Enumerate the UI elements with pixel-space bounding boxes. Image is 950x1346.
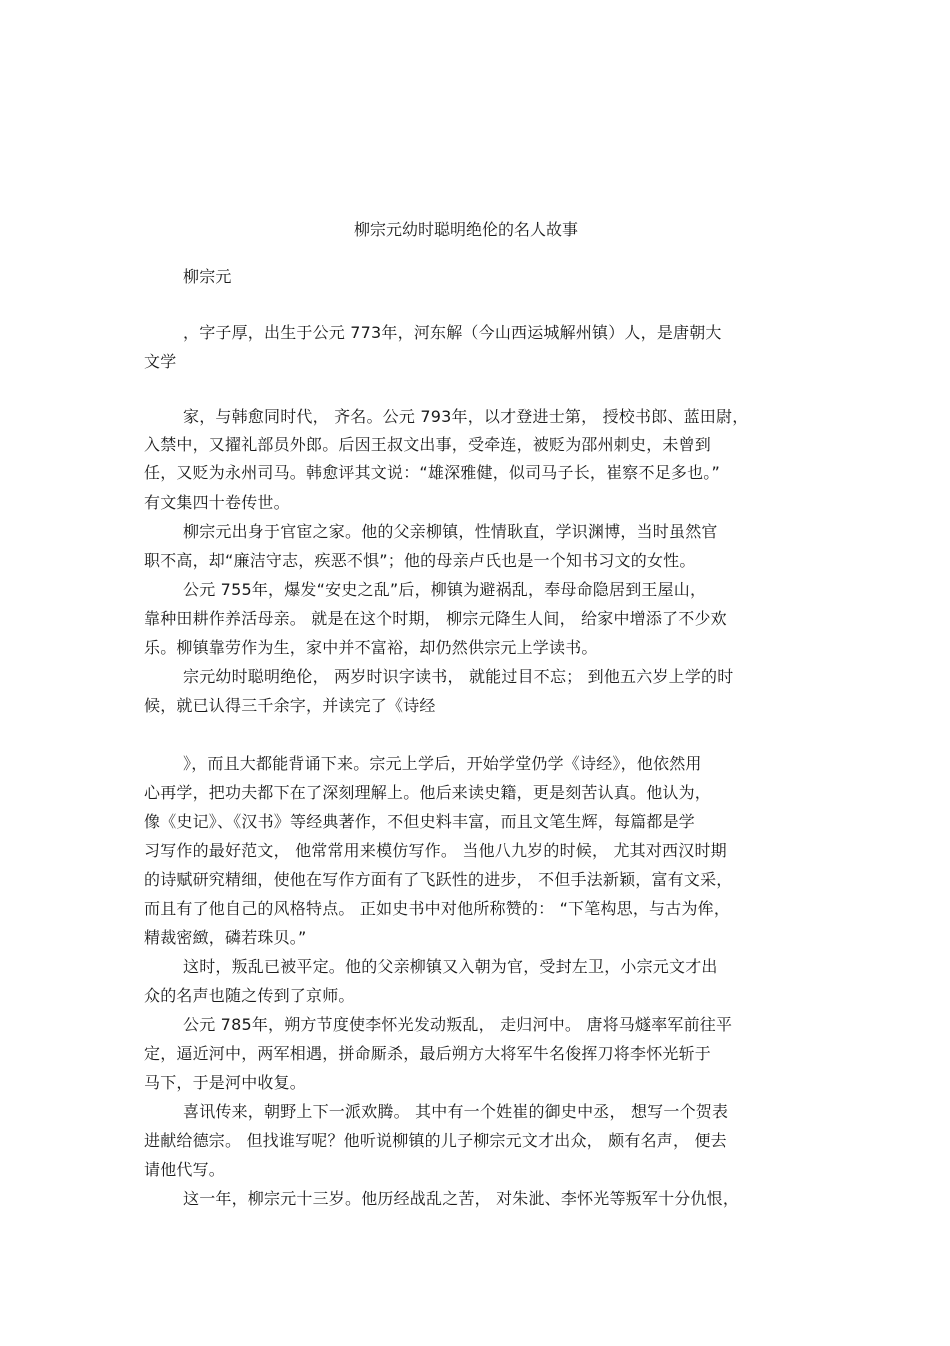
paragraph-line: 有文集四十卷传世。 [144,493,290,512]
document-title: 柳宗元幼时聪明绝伦的名人故事 [353,220,578,239]
paragraph-line: 众的名声也随之传到了京师。 [144,986,355,1005]
paragraph-line: 候，就已认得三千余字，并读完了《诗经 [144,696,436,715]
paragraph-line: 像《史记》、《汉书》等经典著作，不但史料丰富，而且文笔生辉，每篇都是学 [144,812,696,831]
paragraph-line: 习写作的最好范文， 他常常用来模仿写作。 当他八九岁的时候， 尤其对西汉时期 [144,841,727,860]
paragraph-line: 喜讯传来，朝野上下一派欢腾。 其中有一个姓崔的御史中丞， 想写一个贺表 [183,1102,729,1121]
paragraph-line: 家，与韩愈同时代， 齐名。公元 793年，以才登进士第， 授校书郎、蓝田尉， [183,407,749,426]
paragraph-line: 职不高，却“廉洁守志，疾恶不惧”；他的母亲卢氏也是一个知书习文的女性。 [144,551,696,570]
paragraph-line: 的诗赋研究精细，使他在写作方面有了飞跃性的进步， 不但手法新颖，富有文采， [144,870,733,889]
paragraph-line: 而且有了他自己的风格特点。 正如史书中对他所称赞的： “下笔构思，与古为侔， [144,899,731,918]
paragraph-line: 公元 755年，爆发“安史之乱”后，柳镇为避祸乱，奉母命隐居到王屋山， [183,580,707,599]
paragraph-line: 进献给德宗。 但找谁写呢？他听说柳镇的儿子柳宗元文才出众， 颇有名声， 便去 [144,1131,727,1150]
paragraph-line: 定，逼近河中，两军相遇，拼命厮杀，最后朔方大将军牛名俊挥刀将李怀光斩于 [144,1044,712,1063]
paragraph-line: ，字子厚，出生于公元 773年，河东解（今山西运城解州镇）人，是唐朝大 [183,323,722,342]
paragraph-line: 心再学，把功夫都下在了深刻理解上。他后来读史籍，更是刻苦认真。他认为， [144,783,712,802]
paragraph-line: 请他代写。 [144,1160,226,1179]
paragraph-line: 宗元幼时聪明绝伦， 两岁时识字读书， 就能过目不忘； 到他五六岁上学的时 [183,667,734,686]
paragraph-line: 柳宗元 [183,267,232,286]
paragraph-line: 文学 [144,352,177,371]
paragraph-line: 精裁密緻，磷若珠贝。” [144,928,307,947]
paragraph-line: 乐。柳镇靠劳作为生，家中并不富裕，却仍然供宗元上学读书。 [144,638,598,657]
paragraph-line: 任，又贬为永州司马。韩愈评其文说：“雄深雅健，似司马子长，崔察不足多也。” [144,463,720,482]
paragraph-line: 入禁中，又擢礼部员外郎。后因王叔文出事，受牵连，被贬为邵州刺史，未曾到 [144,435,712,454]
paragraph-line: 马下，于是河中收复。 [144,1073,307,1092]
paragraph-line: 这时，叛乱已被平定。他的父亲柳镇又入朝为官，受封左卫，小宗元文才出 [183,957,718,976]
paragraph-line: 柳宗元出身于官宦之家。他的父亲柳镇，性情耿直，学识渊博，当时虽然官 [183,522,718,541]
paragraph-line: 》，而且大都能背诵下来。宗元上学后，开始学堂仍学《诗经》，他依然用 [183,754,702,773]
paragraph-line: 这一年，柳宗元十三岁。他历经战乱之苦， 对朱泚、李怀光等叛军十分仇恨， [183,1189,740,1208]
paragraph-line: 靠种田耕作养活母亲。 就是在这个时期， 柳宗元降生人间， 给家中增添了不少欢 [144,609,727,628]
paragraph-line: 公元 785年，朔方节度使李怀光发动叛乱， 走归河中。 唐将马燧率军前往平 [183,1015,733,1034]
